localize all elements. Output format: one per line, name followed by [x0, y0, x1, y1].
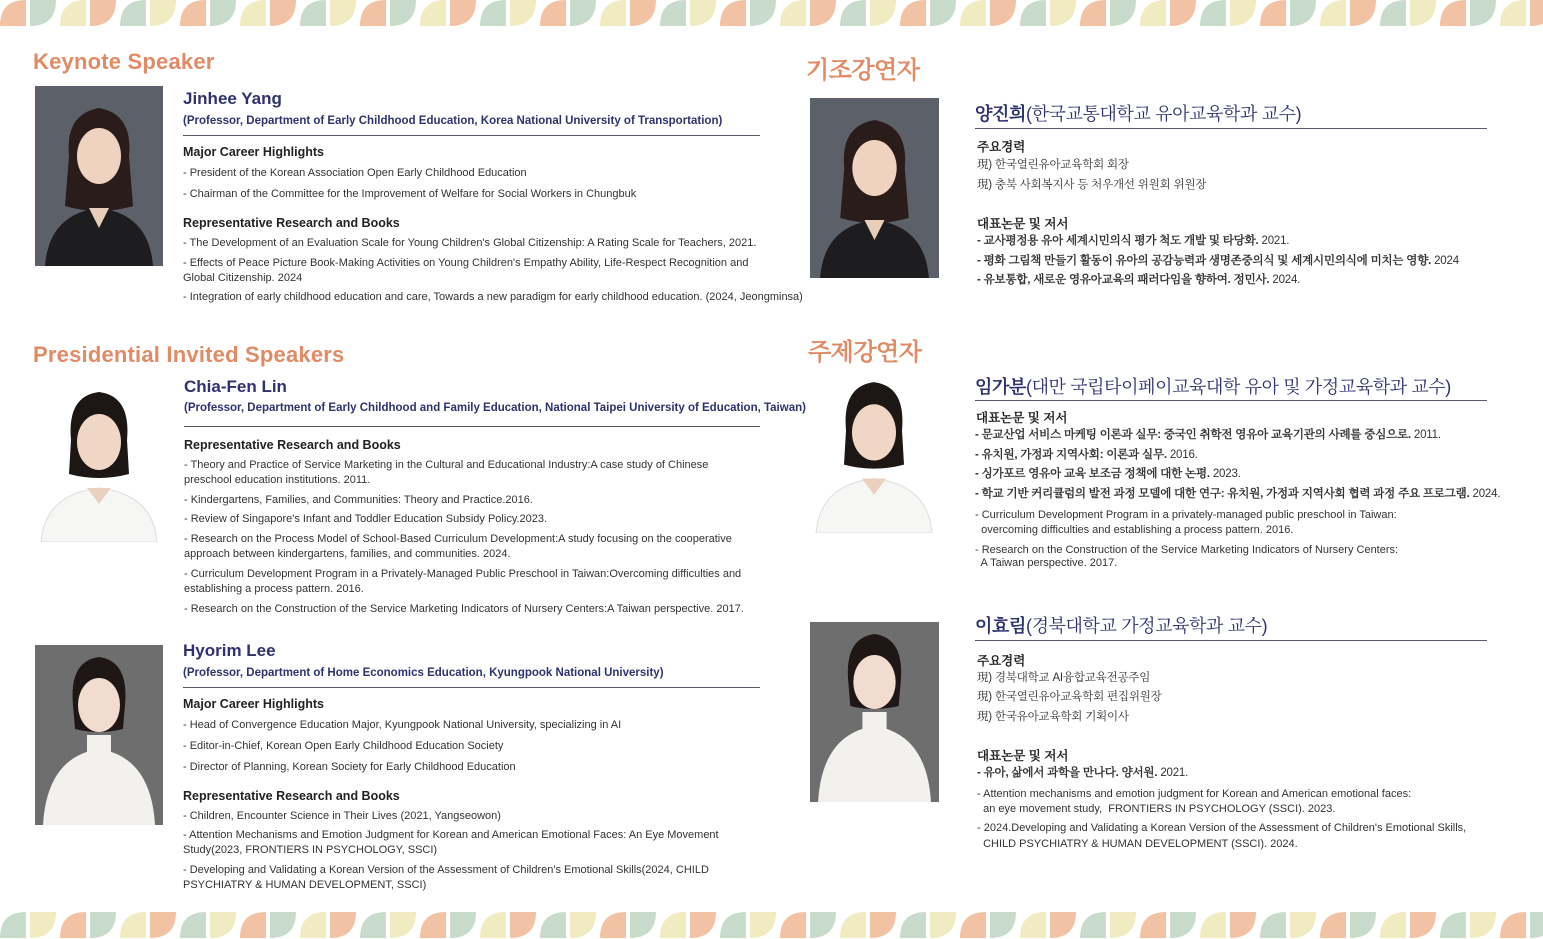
border-scallop — [600, 0, 626, 26]
border-scallop — [1530, 912, 1543, 938]
research-item: - Review of Singapore's Infant and Toddler Education Subsidy Policy.2023. — [184, 513, 548, 525]
border-scallop — [780, 0, 806, 26]
border-scallop — [180, 912, 206, 938]
career-item: - President of the Korean Association Open Early Childhood Education — [183, 167, 527, 179]
border-scallop — [900, 912, 926, 938]
border-scallop — [90, 0, 116, 26]
border-scallop — [450, 912, 476, 938]
speaker-name-jinhee-yang: Jinhee Yang — [183, 89, 282, 108]
research-item: - Attention Mechanisms and Emotion Judgment for Korean and American Emotional Faces: An Eye Movement Study(2023, FRONTIERS IN PSYCHOLOGY, SSCI) — [183, 829, 719, 856]
border-scallop — [1050, 0, 1076, 26]
research-item: - Curriculum Development Program in a privately-managed public preschool in Taiwan: — [975, 509, 1397, 521]
border-scallop — [840, 0, 866, 26]
border-scallop — [990, 912, 1016, 938]
border-scallop — [630, 912, 656, 938]
border-scallop — [240, 912, 266, 938]
border-scallop — [30, 0, 56, 26]
research-heading-chia-fen-lin: Representative Research and Books — [184, 438, 401, 452]
speaker-name-yang-jinhee: 양진희(한국교통대학교 유아교육학과 교수) — [975, 104, 1302, 124]
speaker-affiliation: (대만 국립타이페이교육대학 유아 및 가정교육학과 교수) — [1025, 377, 1451, 397]
border-scallop — [1290, 912, 1316, 938]
research-heading-jinhee-yang: Representative Research and Books — [183, 216, 400, 230]
border-scallop — [1110, 0, 1136, 26]
border-scallop — [1440, 0, 1466, 26]
speaker-affiliation: (한국교통대학교 유아교육학과 교수) — [1025, 104, 1302, 124]
border-scallop — [1440, 912, 1466, 938]
border-scallop — [240, 0, 266, 26]
research-heading-ko: 대표논문 및 저서 — [977, 749, 1069, 763]
border-scallop — [180, 0, 206, 26]
border-scallop — [780, 912, 806, 938]
border-scallop — [450, 0, 476, 26]
border-scallop — [390, 912, 416, 938]
border-scallop — [390, 0, 416, 26]
border-scallop — [1320, 0, 1346, 26]
border-scallop — [510, 912, 536, 938]
border-scallop — [810, 0, 836, 26]
decorative-border-bottom — [0, 912, 1543, 938]
border-scallop — [1320, 912, 1346, 938]
research-item: - 2024.Developing and Validating a Korean Version of the Assessment of Children's Emotional Skills, — [977, 822, 1467, 834]
career-item: 現) 한국유아교육학회 기획이사 — [977, 711, 1129, 723]
speaker-name-chia-fen-lin: Chia-Fen Lin — [184, 377, 287, 396]
speaker-photo-yang-jinhee — [810, 98, 939, 278]
border-scallop — [1500, 0, 1526, 26]
border-scallop — [600, 912, 626, 938]
border-scallop — [690, 912, 716, 938]
border-scallop — [150, 912, 176, 938]
border-scallop — [660, 912, 686, 938]
border-scallop — [1140, 0, 1166, 26]
divider-line — [183, 687, 760, 688]
border-scallop — [270, 912, 296, 938]
research-item: - Curriculum Development Program in a Privately-Managed Public Preschool in Taiwan:Overcoming difficulties and establishing a process pattern. 2016. — [184, 568, 742, 595]
speaker-photo-jinhee-yang — [35, 86, 163, 266]
decorative-border-top — [0, 0, 1543, 26]
research-item: - Research on the Construction of the Service Marketing Indicators of Nursery Centers:A Taiwan perspective. 2017. — [184, 603, 744, 615]
career-item: - Head of Convergence Education Major, Kyungpook National University, specializing in AI — [183, 719, 622, 731]
speaker-photo-hyorim-lee — [35, 645, 163, 825]
keynote-speaker-heading: Keynote Speaker — [33, 49, 215, 74]
border-scallop — [1020, 0, 1046, 26]
border-scallop — [690, 0, 716, 26]
border-scallop — [510, 0, 536, 26]
border-scallop — [1230, 0, 1256, 26]
border-scallop — [1410, 912, 1436, 938]
speaker-photo-chia-fen-lin — [35, 378, 163, 542]
research-item-continued: an eye movement study, FRONTIERS IN PSYCHOLOGY (SSCI). 2023. — [977, 803, 1336, 815]
border-scallop — [930, 0, 956, 26]
border-scallop — [1080, 0, 1106, 26]
border-scallop — [300, 0, 326, 26]
border-scallop — [1020, 912, 1046, 938]
divider-line — [975, 640, 1487, 641]
career-item: 現) 충북 사회복지사 등 처우개선 위원회 위원장 — [977, 179, 1207, 191]
border-scallop — [1170, 0, 1196, 26]
research-item: - 교사평정용 유아 세계시민의식 평가 척도 개발 및 타당화. 2021. — [977, 235, 1290, 247]
border-scallop — [120, 0, 146, 26]
divider-line — [184, 426, 760, 427]
presidential-invited-speakers-heading: Presidential Invited Speakers — [33, 342, 345, 367]
border-scallop — [150, 0, 176, 26]
border-scallop — [1530, 0, 1543, 26]
border-scallop — [1110, 912, 1136, 938]
research-item: - 문교산업 서비스 마케팅 이론과 실무: 중국인 취학전 영유아 교육기관의 사례를 중심으로. 2011. — [975, 429, 1441, 441]
border-scallop — [1080, 912, 1106, 938]
career-item: 現) 한국열린유아교육학회 회장 — [977, 159, 1129, 171]
career-item: - Editor-in-Chief, Korean Open Early Childhood Education Society — [183, 740, 504, 752]
border-scallop — [1290, 0, 1316, 26]
border-scallop — [1470, 0, 1496, 26]
research-item: - Attention mechanisms and emotion judgment for Korean and American emotional faces: — [977, 788, 1412, 800]
topic-speaker-heading-ko: 주제강연자 — [808, 339, 922, 366]
border-scallop — [1260, 912, 1286, 938]
research-item: - 학교 기반 커리큘럼의 발전 과정 모델에 대한 연구: 유치원, 가정과 지역사회 협력 과정 주요 프로그램. 2024. — [975, 488, 1501, 500]
career-item: 現) 한국열린유아교육학회 편집위원장 — [977, 691, 1162, 703]
career-heading-jinhee-yang: Major Career Highlights — [183, 145, 324, 159]
divider-line — [975, 400, 1487, 401]
career-heading-hyorim-lee: Major Career Highlights — [183, 697, 324, 711]
border-scallop — [60, 912, 86, 938]
speaker-name-lee-hyorim: 이효림(경북대학교 가정교육학과 교수) — [975, 616, 1268, 636]
speaker-photo-lee-hyorim — [810, 622, 939, 802]
research-item: - Integration of early childhood education and care, Towards a new paradigm for early childhood education. (2024, Jeongminsa) — [183, 291, 803, 303]
research-item: - Effects of Peace Picture Book-Making Activities on Young Children's Empathy Ability, Life-Respect Recognition and Global Citizenship. 2024 — [183, 257, 749, 284]
border-scallop — [630, 0, 656, 26]
speaker-position-hyorim-lee: (Professor, Department of Home Economics Education, Kyungpook National University) — [183, 667, 664, 679]
research-item: - 평화 그림책 만들기 활동이 유아의 공감능력과 생명존중의식 및 세계시민의식에 미치는 영향. 2024 — [977, 255, 1459, 267]
border-scallop — [720, 912, 746, 938]
border-scallop — [960, 0, 986, 26]
border-scallop — [300, 912, 326, 938]
research-item: - Children, Encounter Science in Their Lives (2021, Yangseowon) — [183, 810, 501, 822]
career-heading-ko: 주요경력 — [977, 140, 1026, 154]
border-scallop — [1350, 912, 1376, 938]
border-scallop — [570, 912, 596, 938]
border-scallop — [90, 912, 116, 938]
speaker-name-lim-gabun: 임가분(대만 국립타이페이교육대학 유아 및 가정교육학과 교수) — [975, 377, 1451, 397]
border-scallop — [0, 0, 26, 26]
keynote-speaker-heading-ko: 기조강연자 — [806, 57, 920, 84]
speaker-affiliation: (경북대학교 가정교육학과 교수) — [1025, 616, 1268, 636]
research-item-continued: CHILD PSYCHIATRY & HUMAN DEVELOPMENT (SSCI). 2024. — [977, 838, 1298, 850]
border-scallop — [330, 912, 356, 938]
border-scallop — [480, 0, 506, 26]
border-scallop — [330, 0, 356, 26]
border-scallop — [1170, 912, 1196, 938]
border-scallop — [1500, 912, 1526, 938]
border-scallop — [1380, 0, 1406, 26]
research-item: - Theory and Practice of Service Marketing in the Cultural and Educational Industry:A case study of Chinese preschool education institutions. 2011. — [184, 459, 709, 486]
border-scallop — [1260, 0, 1286, 26]
speaker-name-hyorim-lee: Hyorim Lee — [183, 641, 276, 660]
research-item: - Developing and Validating a Korean Version of the Assessment of Children's Emotional Skills(2024, CHILD PSYCHIATRY & HUMAN DEVELOPMENT, SSCI) — [183, 864, 709, 891]
research-item-continued: A Taiwan perspective. 2017. — [975, 557, 1118, 569]
speaker-photo-lim-gabun — [810, 368, 938, 533]
border-scallop — [1140, 912, 1166, 938]
border-scallop — [60, 0, 86, 26]
border-scallop — [540, 0, 566, 26]
research-heading-ko: 대표논문 및 저서 — [976, 411, 1068, 425]
border-scallop — [1200, 912, 1226, 938]
border-scallop — [660, 0, 686, 26]
speaker-position-chia-fen-lin: (Professor, Department of Early Childhood and Family Education, National Taipei University of Education, Taiwan) — [184, 402, 806, 414]
border-scallop — [1380, 912, 1406, 938]
border-scallop — [420, 912, 446, 938]
speaker-position-jinhee-yang: (Professor, Department of Early Childhood Education, Korea National University of Transportation) — [183, 115, 723, 127]
border-scallop — [1230, 912, 1256, 938]
border-scallop — [1350, 0, 1376, 26]
border-scallop — [1200, 0, 1226, 26]
border-scallop — [750, 912, 776, 938]
research-item-continued: overcoming difficulties and establishing a process pattern. 2016. — [975, 524, 1294, 536]
research-item: - 유아, 삶에서 과학을 만나다. 양서원. 2021. — [977, 767, 1189, 779]
border-scallop — [210, 0, 236, 26]
border-scallop — [900, 0, 926, 26]
border-scallop — [1470, 912, 1496, 938]
border-scallop — [360, 912, 386, 938]
research-item: - 싱가포르 영유아 교육 보조금 정책에 대한 논평. 2023. — [975, 468, 1241, 480]
border-scallop — [870, 912, 896, 938]
border-scallop — [570, 0, 596, 26]
research-item: - 유치원, 가정과 지역사회: 이론과 실무. 2016. — [975, 449, 1198, 461]
career-heading-ko: 주요경력 — [977, 654, 1026, 668]
border-scallop — [960, 912, 986, 938]
research-heading-hyorim-lee: Representative Research and Books — [183, 789, 400, 803]
career-item: - Chairman of the Committee for the Improvement of Welfare for Social Workers in Chungbuk — [183, 188, 637, 200]
border-scallop — [420, 0, 446, 26]
border-scallop — [930, 912, 956, 938]
research-item: - The Development of an Evaluation Scale for Young Children's Global Citizenship: A Rating Scale for Teachers, 2021. — [183, 237, 757, 249]
border-scallop — [720, 0, 746, 26]
divider-line — [975, 128, 1487, 129]
border-scallop — [480, 912, 506, 938]
border-scallop — [270, 0, 296, 26]
border-scallop — [1410, 0, 1436, 26]
research-item: - 유보통합, 새로운 영유아교육의 패러다임을 향하여. 정민사. 2024. — [977, 274, 1301, 286]
border-scallop — [210, 912, 236, 938]
border-scallop — [0, 912, 26, 938]
border-scallop — [840, 912, 866, 938]
border-scallop — [870, 0, 896, 26]
border-scallop — [540, 912, 566, 938]
border-scallop — [810, 912, 836, 938]
divider-line — [183, 135, 760, 136]
research-item: - Research on the Process Model of School-Based Curriculum Development:A study focusing on the cooperative approach between kindergartens, families, and communities. 2024. — [184, 533, 732, 560]
border-scallop — [30, 912, 56, 938]
border-scallop — [360, 0, 386, 26]
border-scallop — [990, 0, 1016, 26]
border-scallop — [1050, 912, 1076, 938]
border-scallop — [750, 0, 776, 26]
career-item: 現) 경북대학교 AI융합교육전공주임 — [977, 672, 1151, 684]
research-item: - Kindergartens, Families, and Communities: Theory and Practice.2016. — [184, 494, 533, 506]
research-item: - Research on the Construction of the Service Marketing Indicators of Nursery Centers: — [975, 544, 1399, 556]
career-item: - Director of Planning, Korean Society for Early Childhood Education — [183, 761, 516, 773]
border-scallop — [120, 912, 146, 938]
research-heading-ko: 대표논문 및 저서 — [977, 217, 1069, 231]
